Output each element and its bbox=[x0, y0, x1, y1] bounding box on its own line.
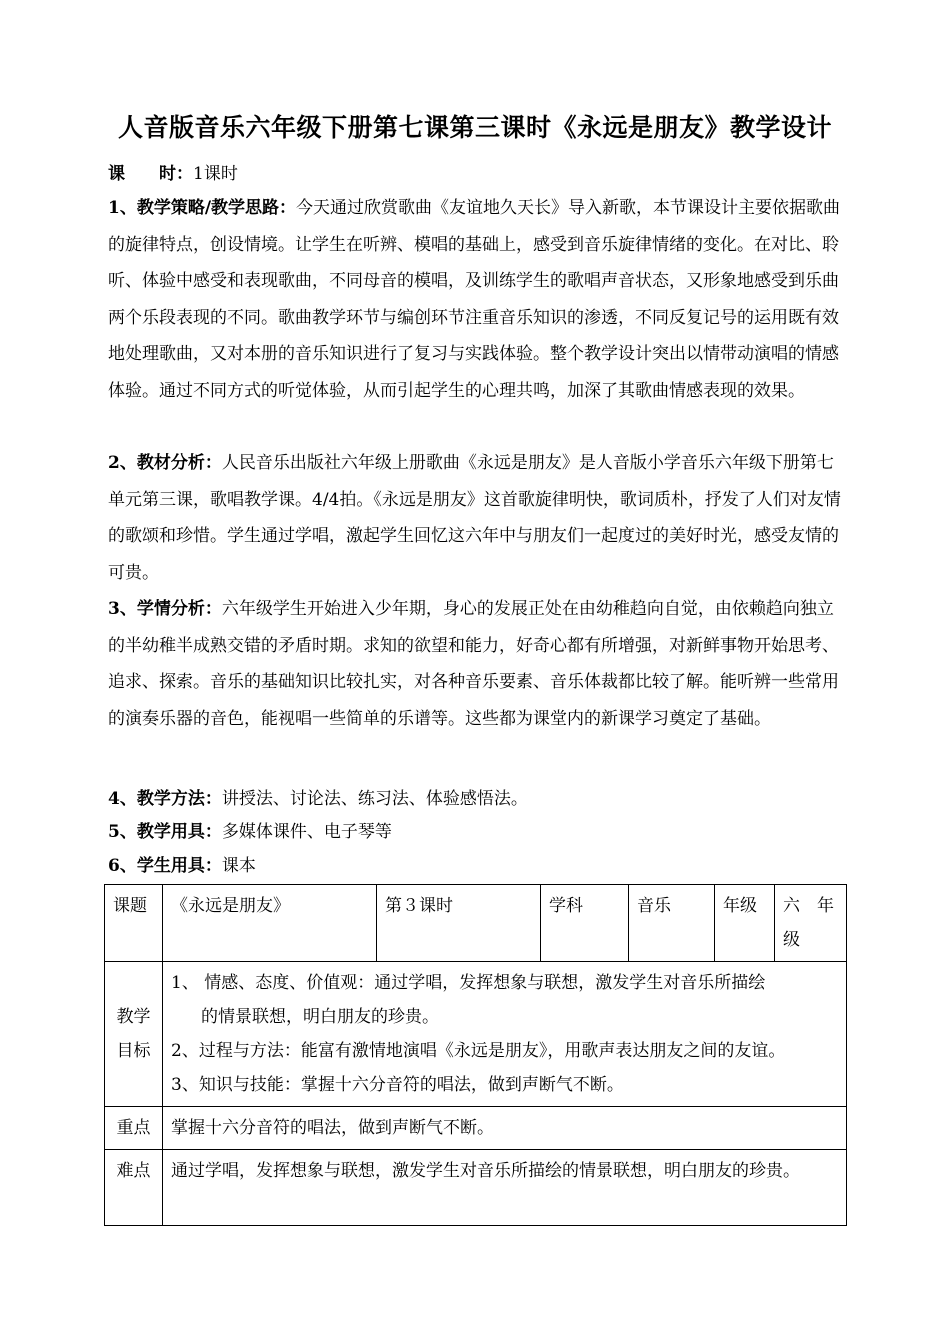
table-row bbox=[105, 885, 847, 962]
section-tools bbox=[108, 820, 392, 844]
difficulty-text: 通过学唱，发挥想象与联想，激发学生对音乐所描绘的情景联想，明白朋友的珍贵。 bbox=[163, 1150, 847, 1226]
class-hours-value: 1课时 bbox=[193, 164, 238, 184]
section-label: 6、学生用具： bbox=[108, 856, 222, 876]
table-row bbox=[105, 1107, 847, 1150]
class-hours-label: 课 时： bbox=[108, 164, 193, 184]
goal-line: 2、过程与方法：能富有激情地演唱《永远是朋友》，用歌声表达朋友之间的友谊。 bbox=[171, 1041, 786, 1061]
goal-line: 1、 情感、态度、价值观：通过学唱，发挥想象与联想，激发学生对音乐所描绘 bbox=[171, 973, 766, 993]
goals-cell bbox=[163, 962, 847, 1107]
table-cell: 第３课时 bbox=[377, 885, 541, 962]
goal-line: 3、知识与技能：掌握十六分音符的唱法，做到声断气不断。 bbox=[171, 1075, 624, 1095]
table-cell: 学科 bbox=[541, 885, 629, 962]
section-label: 2、教材分析： bbox=[108, 453, 222, 473]
goals-label: 教学目标 bbox=[105, 962, 163, 1107]
key-text: 掌握十六分音符的唱法，做到声断气不断。 bbox=[163, 1107, 847, 1150]
section-text: 课本 bbox=[221, 856, 256, 876]
table-cell: 六 年级 bbox=[775, 885, 847, 962]
section-text: 今天通过欣赏歌曲《友谊地久天长》导入新歌，本节课设计主要依据歌曲的旋律特点，创设情境。让学生在听辨、模唱的基础上，感受到音乐旋律情绪的变化。在对比、聆听、体验中感受和表现歌曲，不同母音的模唱，及训练学生的歌唱声音状态，又形象地感受到乐曲两个乐段表现的不同。歌曲教学环节与编创环节注重音乐知识的渗透，不同反复记号的运用既有效地处理歌曲，又对本册的音乐知识进行了复习与实践体验。整个教学设计突出以情带动演唱的情感体验。通过不同方式的听觉体验，从而引起学生的心理共鸣，加深了其歌曲情感表现的效果。 bbox=[108, 198, 841, 401]
section-text: 人民音乐出版社六年级上册歌曲《永远是朋友》是人音版小学音乐六年级下册第七单元第三课，歌唱教学课。4/4拍。《永远是朋友》这首歌旋律明快，歌词质朴，抒发了人们对友情的歌颂和珍惜。学生通过学唱，激起学生回忆这六年中与朋友们一起度过的美好时光，感受友情的可贵。 bbox=[108, 453, 841, 583]
section-text: 多媒体课件、电子琴等 bbox=[221, 822, 392, 842]
section-materials bbox=[108, 445, 846, 591]
section-student-tools bbox=[108, 854, 256, 878]
table-row bbox=[105, 1150, 847, 1226]
table-row bbox=[105, 962, 847, 1107]
section-label: 1、教学策略/教学思路： bbox=[108, 198, 297, 218]
goal-line: 的情景联想，明白朋友的珍贵。 bbox=[201, 1007, 439, 1027]
section-label: 3、学情分析： bbox=[108, 599, 222, 619]
table-cell: 课题 bbox=[105, 885, 163, 962]
section-students bbox=[108, 591, 846, 737]
key-label: 重点 bbox=[105, 1107, 163, 1150]
lesson-table bbox=[104, 884, 847, 1226]
class-hours bbox=[108, 162, 238, 186]
difficulty-label: 难点 bbox=[105, 1150, 163, 1226]
section-text: 六年级学生开始进入少年期，身心的发展正处在由幼稚趋向自觉，由依赖趋向独立的半幼稚半成熟交错的矛盾时期。求知的欲望和能力，好奇心都有所增强，对新鲜事物开始思考、追求、探索。音乐的基础知识比较扎实，对各种音乐要素、音乐体裁都比较了解。能听辨一些常用的演奏乐器的音色，能视唱一些简单的乐谱等。这些都为课堂内的新课学习奠定了基础。 bbox=[108, 599, 839, 729]
table-cell: 年级 bbox=[715, 885, 775, 962]
table-cell: 《永远是朋友》 bbox=[163, 885, 377, 962]
section-strategy bbox=[108, 190, 846, 410]
section-label: 4、教学方法： bbox=[108, 789, 222, 809]
section-label: 5、教学用具： bbox=[108, 822, 222, 842]
table-cell: 音乐 bbox=[629, 885, 715, 962]
section-text: 讲授法、讨论法、练习法、体验感悟法。 bbox=[221, 789, 528, 809]
page-title: 人音版音乐六年级下册第七课第三课时《永远是朋友》教学设计 bbox=[117, 113, 832, 142]
section-methods bbox=[108, 787, 528, 811]
